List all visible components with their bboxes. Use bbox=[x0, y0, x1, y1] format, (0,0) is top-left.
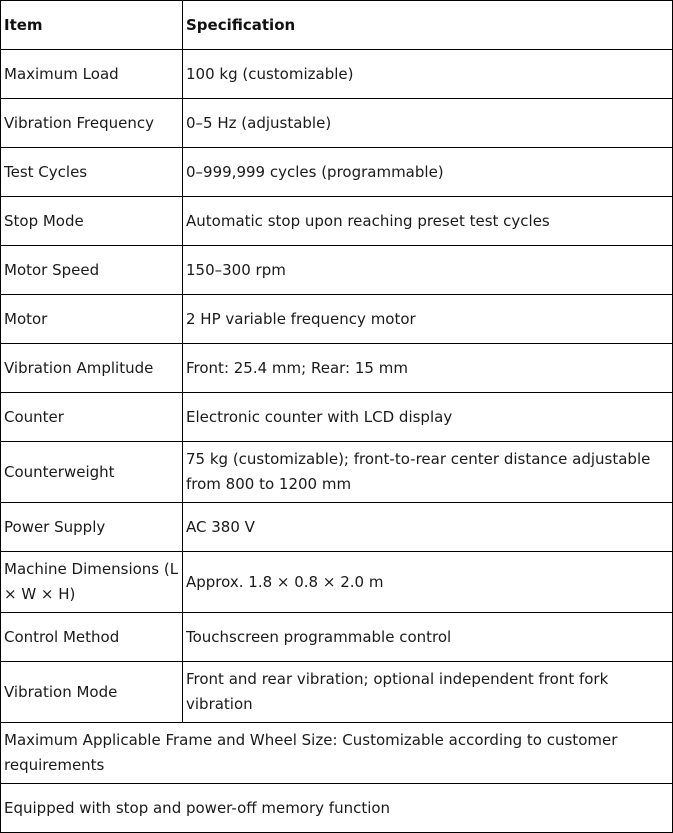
row-item-label: Motor Speed bbox=[1, 246, 183, 295]
row-item-label: Counterweight bbox=[1, 442, 183, 503]
row-spec-value: Front and rear vibration; optional independent front fork vibration bbox=[183, 662, 673, 723]
row-item-label: Vibration Mode bbox=[1, 662, 183, 723]
table-row bbox=[1, 197, 673, 246]
table-row bbox=[1, 442, 673, 503]
row-spec-value: Front: 25.4 mm; Rear: 15 mm bbox=[183, 344, 673, 393]
note-memory-function: Equipped with stop and power-off memory function bbox=[1, 784, 673, 833]
row-spec-value: 150–300 rpm bbox=[183, 246, 673, 295]
row-item-label: Machine Dimensions (L × W × H) bbox=[1, 552, 183, 613]
row-spec-value: 100 kg (customizable) bbox=[183, 50, 673, 99]
row-spec-value: 0–5 Hz (adjustable) bbox=[183, 99, 673, 148]
row-item-label: Counter bbox=[1, 393, 183, 442]
table-row bbox=[1, 148, 673, 197]
table-row bbox=[1, 662, 673, 723]
row-item-label: Motor bbox=[1, 295, 183, 344]
table-row bbox=[1, 393, 673, 442]
row-item-label: Vibration Frequency bbox=[1, 99, 183, 148]
row-item-label: Test Cycles bbox=[1, 148, 183, 197]
note-frame-wheel-size: Maximum Applicable Frame and Wheel Size: Customizable according to customer requirements bbox=[1, 723, 673, 784]
row-spec-value: 2 HP variable frequency motor bbox=[183, 295, 673, 344]
table-row bbox=[1, 50, 673, 99]
table-row bbox=[1, 246, 673, 295]
table-note-row bbox=[1, 723, 673, 784]
row-spec-value: Automatic stop upon reaching preset test cycles bbox=[183, 197, 673, 246]
column-header-specification: Specification bbox=[183, 1, 673, 50]
table-header-row bbox=[1, 1, 673, 50]
row-spec-value: Touchscreen programmable control bbox=[183, 613, 673, 662]
table-row bbox=[1, 295, 673, 344]
table-row bbox=[1, 613, 673, 662]
row-item-label: Control Method bbox=[1, 613, 183, 662]
row-spec-value: Approx. 1.8 × 0.8 × 2.0 m bbox=[183, 552, 673, 613]
row-item-label: Vibration Amplitude bbox=[1, 344, 183, 393]
row-spec-value: Electronic counter with LCD display bbox=[183, 393, 673, 442]
row-spec-value: 75 kg (customizable); front-to-rear center distance adjustable from 800 to 1200 mm bbox=[183, 442, 673, 503]
table-row bbox=[1, 99, 673, 148]
row-spec-value: AC 380 V bbox=[183, 503, 673, 552]
row-item-label: Stop Mode bbox=[1, 197, 183, 246]
table-row bbox=[1, 503, 673, 552]
row-spec-value: 0–999,999 cycles (programmable) bbox=[183, 148, 673, 197]
row-item-label: Power Supply bbox=[1, 503, 183, 552]
column-header-item: Item bbox=[1, 1, 183, 50]
table-note-row bbox=[1, 784, 673, 833]
table-row bbox=[1, 344, 673, 393]
row-item-label: Maximum Load bbox=[1, 50, 183, 99]
table-row bbox=[1, 552, 673, 613]
